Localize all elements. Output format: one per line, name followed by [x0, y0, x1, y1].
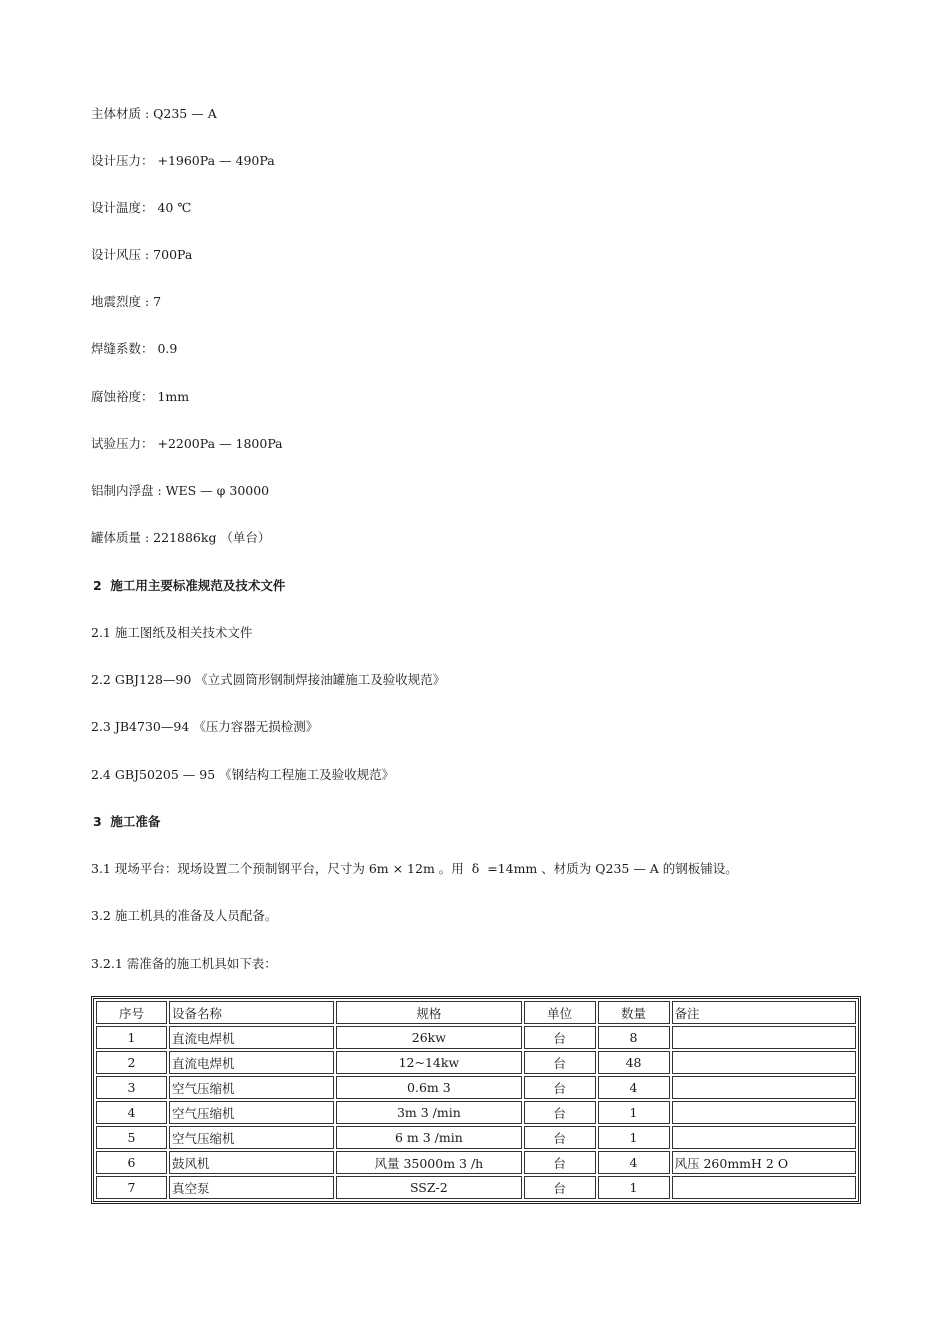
- spec-design-wind-pressure: 设计风压 : 700Pa: [91, 247, 193, 262]
- table-cell: 台: [524, 1076, 596, 1099]
- table-row: [96, 1126, 856, 1149]
- table-cell: 风压 260mmH 2 O: [672, 1151, 857, 1174]
- table-cell: 3: [96, 1076, 167, 1099]
- table-cell: 2: [96, 1051, 167, 1074]
- table-cell: 3m 3 /min: [336, 1101, 521, 1124]
- section-2-item: 2.2 GBJ128—90 《立式圆筒形钢制焊接油罐施工及验收规范》: [91, 672, 446, 687]
- header-cell: 设备名称: [169, 1001, 334, 1024]
- header-cell: 单位: [524, 1001, 596, 1024]
- table-cell: 48: [598, 1051, 670, 1074]
- table-row: [96, 1026, 856, 1049]
- table-cell: 1: [96, 1026, 167, 1049]
- table-cell: 0.6m 3: [336, 1076, 521, 1099]
- spec-tank-mass: 罐体质量 : 221886kg （单台）: [91, 530, 271, 545]
- table-cell: 台: [524, 1051, 596, 1074]
- table-row: [96, 1101, 856, 1124]
- section-3-item: 3.2.1 需准备的施工机具如下表：: [91, 956, 277, 971]
- table-cell: 真空泵: [169, 1176, 334, 1199]
- table-cell: 12~14kw: [336, 1051, 521, 1074]
- section-3-heading: 3 施工准备: [93, 814, 161, 829]
- table-cell: 台: [524, 1101, 596, 1124]
- section-2-item: 2.4 GBJ50205 — 95 《钢结构工程施工及验收规范》: [91, 767, 395, 782]
- header-cell: 规格: [336, 1001, 521, 1024]
- section-2-item: 2.3 JB4730—94 《压力容器无损检测》: [91, 719, 319, 734]
- table-row: [96, 1151, 856, 1174]
- table-cell: 台: [524, 1026, 596, 1049]
- section-2-item: 2.1 施工图纸及相关技术文件: [91, 625, 253, 640]
- table-cell: 鼓风机: [169, 1151, 334, 1174]
- header-cell: 备注: [672, 1001, 857, 1024]
- section-3-item: 3.2 施工机具的准备及人员配备。: [91, 908, 278, 923]
- table-row: [96, 1051, 856, 1074]
- spec-floating-roof: 铝制内浮盘 : WES — φ 30000: [91, 483, 270, 498]
- table-cell: 1: [598, 1126, 670, 1149]
- table-cell: SSZ-2: [336, 1176, 521, 1199]
- table-cell: [672, 1076, 857, 1099]
- spec-seismic-intensity: 地震烈度 : 7: [91, 294, 162, 309]
- table-cell: 直流电焊机: [169, 1051, 334, 1074]
- equipment-table: [91, 996, 861, 1204]
- table-cell: 6: [96, 1151, 167, 1174]
- table-cell: 直流电焊机: [169, 1026, 334, 1049]
- table-cell: 4: [598, 1076, 670, 1099]
- table-cell: [672, 1176, 857, 1199]
- table-row: [96, 1076, 856, 1099]
- table-cell: 台: [524, 1151, 596, 1174]
- table-cell: 1: [598, 1101, 670, 1124]
- header-cell: 数量: [598, 1001, 670, 1024]
- table-cell: 6 m 3 /min: [336, 1126, 521, 1149]
- spec-design-pressure: 设计压力： +1960Pa — 490Pa: [91, 153, 275, 168]
- table-cell: 空气压缩机: [169, 1101, 334, 1124]
- section-2-heading: 2 施工用主要标准规范及技术文件: [93, 578, 286, 593]
- table-header-row: [96, 1001, 856, 1024]
- table-cell: 空气压缩机: [169, 1126, 334, 1149]
- table-cell: 台: [524, 1126, 596, 1149]
- table-cell: 8: [598, 1026, 670, 1049]
- table-cell: 空气压缩机: [169, 1076, 334, 1099]
- spec-test-pressure: 试验压力： +2200Pa — 1800Pa: [91, 436, 283, 451]
- table-cell: 台: [524, 1176, 596, 1199]
- table-cell: [672, 1026, 857, 1049]
- table-cell: 风量 35000m 3 /h: [336, 1151, 521, 1174]
- table-cell: 7: [96, 1176, 167, 1199]
- spec-weld-coefficient: 焊缝系数： 0.9: [91, 341, 178, 356]
- spec-main-material: 主体材质 : Q235 — A: [91, 106, 217, 121]
- table-cell: 26kw: [336, 1026, 521, 1049]
- spec-corrosion-allowance: 腐蚀裕度： 1mm: [91, 389, 190, 404]
- section-3-item: 3.1 现场平台：现场设置二个预制钢平台，尺寸为 6m × 12m 。用 δ =14mm 、材质为 Q235 — A 的钢板铺设。: [91, 861, 738, 876]
- table-cell: 1: [598, 1176, 670, 1199]
- table-cell: 4: [96, 1101, 167, 1124]
- table-cell: [672, 1101, 857, 1124]
- table-cell: 4: [598, 1151, 670, 1174]
- spec-design-temperature: 设计温度： 40 ℃: [91, 200, 192, 215]
- table-cell: [672, 1051, 857, 1074]
- header-cell: 序号: [96, 1001, 167, 1024]
- table-cell: 5: [96, 1126, 167, 1149]
- table-cell: [672, 1126, 857, 1149]
- table-row: [96, 1176, 856, 1199]
